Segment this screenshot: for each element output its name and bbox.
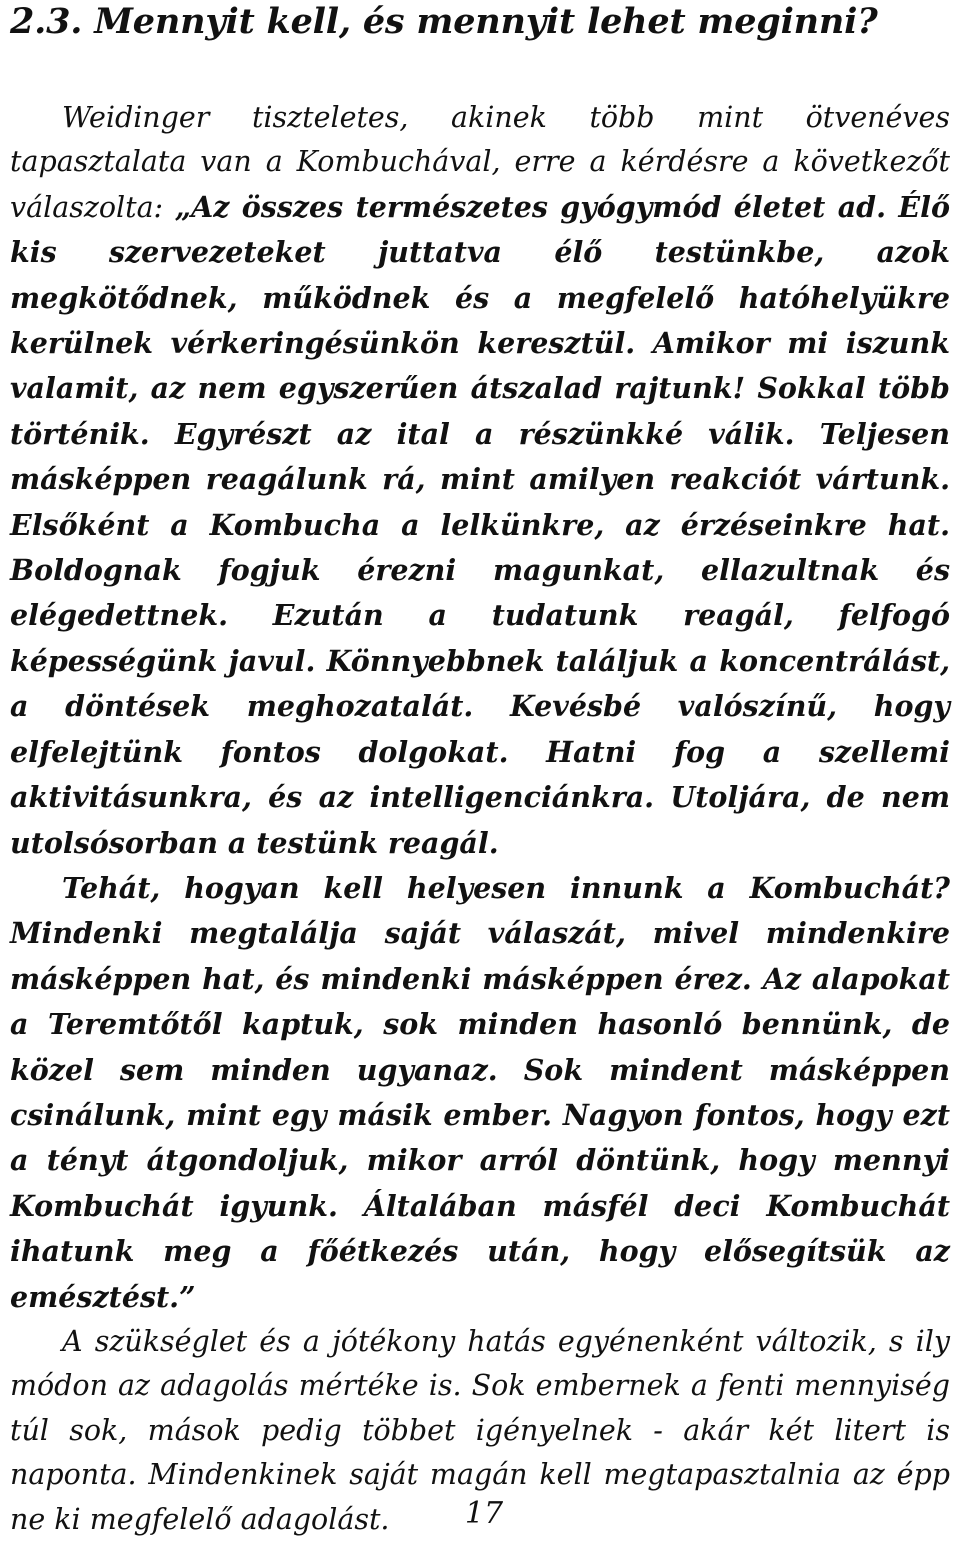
paragraph-2 [10, 866, 950, 1320]
paragraph-2-quote: Tehát, hogyan kell helyesen innunk a Kombuchát? Mindenki megtalálja saját válaszát, mivel mindenkire másképpen hat, és mindenki másképpen érez. Az alapokat a Teremtőtől kaptuk, sok minden hasonló bennünk, de közel sem minden ugyanaz. Sok mindent másképpen csinálunk, mint egy másik ember. Nagyon fontos, hogy ezt a tényt átgondoljuk, mikor arról döntünk, hogy mennyi Kombuchát igyunk. Általában másfél deci Kombuchát ihatunk meg a főétkezés után, hogy elősegítsük az emésztést.” [10, 870, 950, 1314]
page-number: 17 [464, 1496, 504, 1531]
section-heading: 2.3. Mennyit kell, és mennyit lehet meginni? [10, 1, 878, 42]
paragraph-3-text: A szükséglet és a jótékony hatás egyénenként változik, s ily módon az adagolás mértéke is. Sok embernek a fenti mennyiség túl sok, mások pedig többet igényelnek - akár két litert is naponta. Mindenkinek saját magán kell megtapasztalnia az épp ne ki megfelelő adagolást. [10, 1324, 950, 1536]
paragraph-1 [10, 96, 950, 866]
paragraph-1-intro: Weidinger tiszteletes, akinek több mint ötvenéves tapasztalata van a Kombuchával, erre a kérdésre a következőt válaszolta: [10, 101, 950, 224]
paragraph-1-quote: „Az összes természetes gyógymód életet ad. Élő kis szervezeteket juttatva élő testünkbe, azok megkötődnek, működnek és a megfelelő hatóhelyükre kerülnek vérkeringésünkön keresztül. Amikor mi iszunk valamit, az nem egyszerűen átszalad rajtunk! Sokkal több történik. Egyrészt az ital a részünkké válik. Teljesen másképpen reagálunk rá, mint amilyen reakciót vártunk. Elsőként a Kombucha a lelkünkre, az érzéseinkre hat. Boldognak fogjuk érezni magunkat, ellazultnak és elégedettnek. Ezután a tudatunk reagál, felfogó képességünk javul. Könnyebbnek találjuk a koncentrálást, a döntések meghozatalát. Kevésbé valószínű, hogy elfelejtünk fontos dolgokat. Hatni fog a szellemi aktivitásunkra, és az intelligenciánkra. Utoljára, de nem utolsósorban a testünk reagál. [10, 189, 950, 860]
